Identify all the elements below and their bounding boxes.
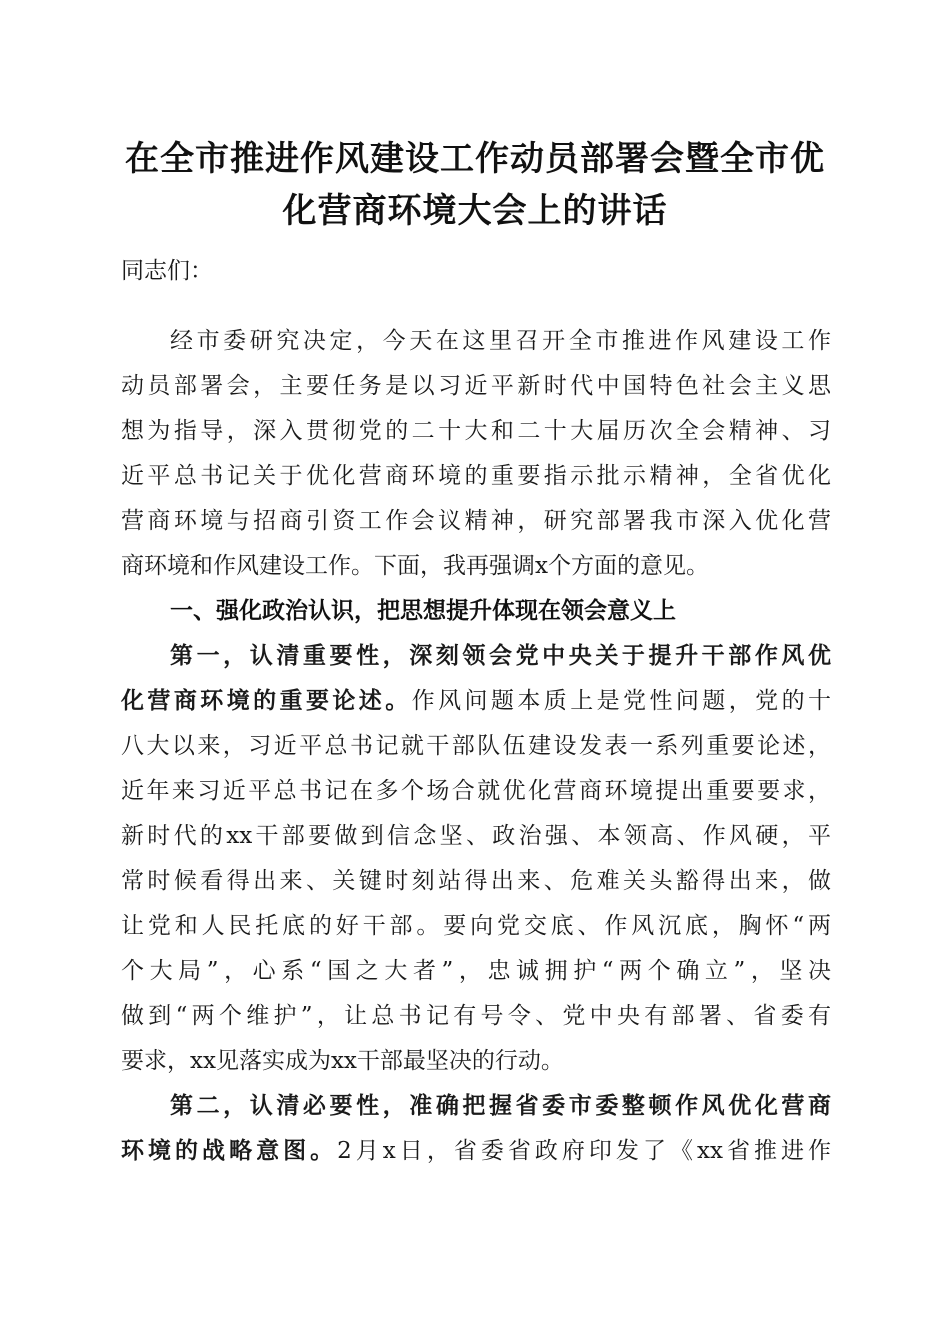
- section-1-heading: 一、强化政治认识，把思想提升体现在领会意义上: [170, 598, 676, 624]
- point-1-line-2-rest: 作风问题本质上是党性问题，党的十: [411, 688, 832, 714]
- intro-line-3: 想为指导，深入贯彻党的二十大和二十大届历次全会精神、习: [121, 418, 831, 444]
- point-1-line-4: 近年来习近平总书记在多个场合就优化营商环境提出重要要求，: [121, 778, 831, 804]
- point-1-line-1: 第一，认清重要性，深刻领会党中央关于提升干部作风优: [170, 642, 831, 669]
- point-1-bold-lead: 化营商环境的重要论述。: [121, 687, 412, 714]
- point-1-line-3: 八大以来，习近平总书记就干部队伍建设发表一系列重要论述，: [121, 733, 831, 759]
- point-2-bold-lead: 环境的战略意图。: [121, 1137, 338, 1164]
- document-title-line-2: 化营商环境大会上的讲话: [282, 191, 668, 231]
- intro-line-6: 商环境和作风建设工作。下面，我再强调x个方面的意见。: [121, 553, 709, 579]
- point-2-line-2-rest: 2月x日，省委省政府印发了《xx省推进作: [337, 1138, 832, 1164]
- point-1-line-6: 常时候看得出来、关键时刻站得出来、危难关头豁得出来，做: [121, 868, 831, 894]
- point-1-line-9: 做到“两个维护”，让总书记有号令、党中央有部署、省委有: [121, 1003, 831, 1029]
- point-1-line-5: 新时代的xx干部要做到信念坚、政治强、本领高、作风硬，平: [121, 823, 831, 849]
- point-2-line-1: 第二，认清必要性，准确把握省委市委整顿作风优化营商: [170, 1092, 831, 1119]
- document-title-line-1: 在全市推进作风建设工作动员部署会暨全市优: [125, 139, 825, 179]
- point-1-line-2: [121, 679, 831, 723]
- intro-line-1: 经市委研究决定，今天在这里召开全市推进作风建设工作: [170, 328, 831, 354]
- intro-line-4: 近平总书记关于优化营商环境的重要指示批示精神，全省优化: [121, 463, 831, 489]
- salutation: 同志们：: [121, 258, 213, 284]
- point-1-line-7: 让党和人民托底的好干部。要向党交底、作风沉底，胸怀“两: [121, 913, 831, 939]
- intro-line-2: 动员部署会，主要任务是以习近平新时代中国特色社会主义思: [121, 373, 831, 399]
- point-2-line-2: [121, 1129, 831, 1173]
- intro-line-5: 营商环境与招商引资工作会议精神，研究部署我市深入优化营: [121, 508, 831, 534]
- point-1-line-10: 要求，xx见落实成为xx干部最坚决的行动。: [121, 1048, 564, 1074]
- point-1-line-8: 个大局”，心系“国之大者”，忠诚拥护“两个确立”，坚决: [121, 958, 831, 984]
